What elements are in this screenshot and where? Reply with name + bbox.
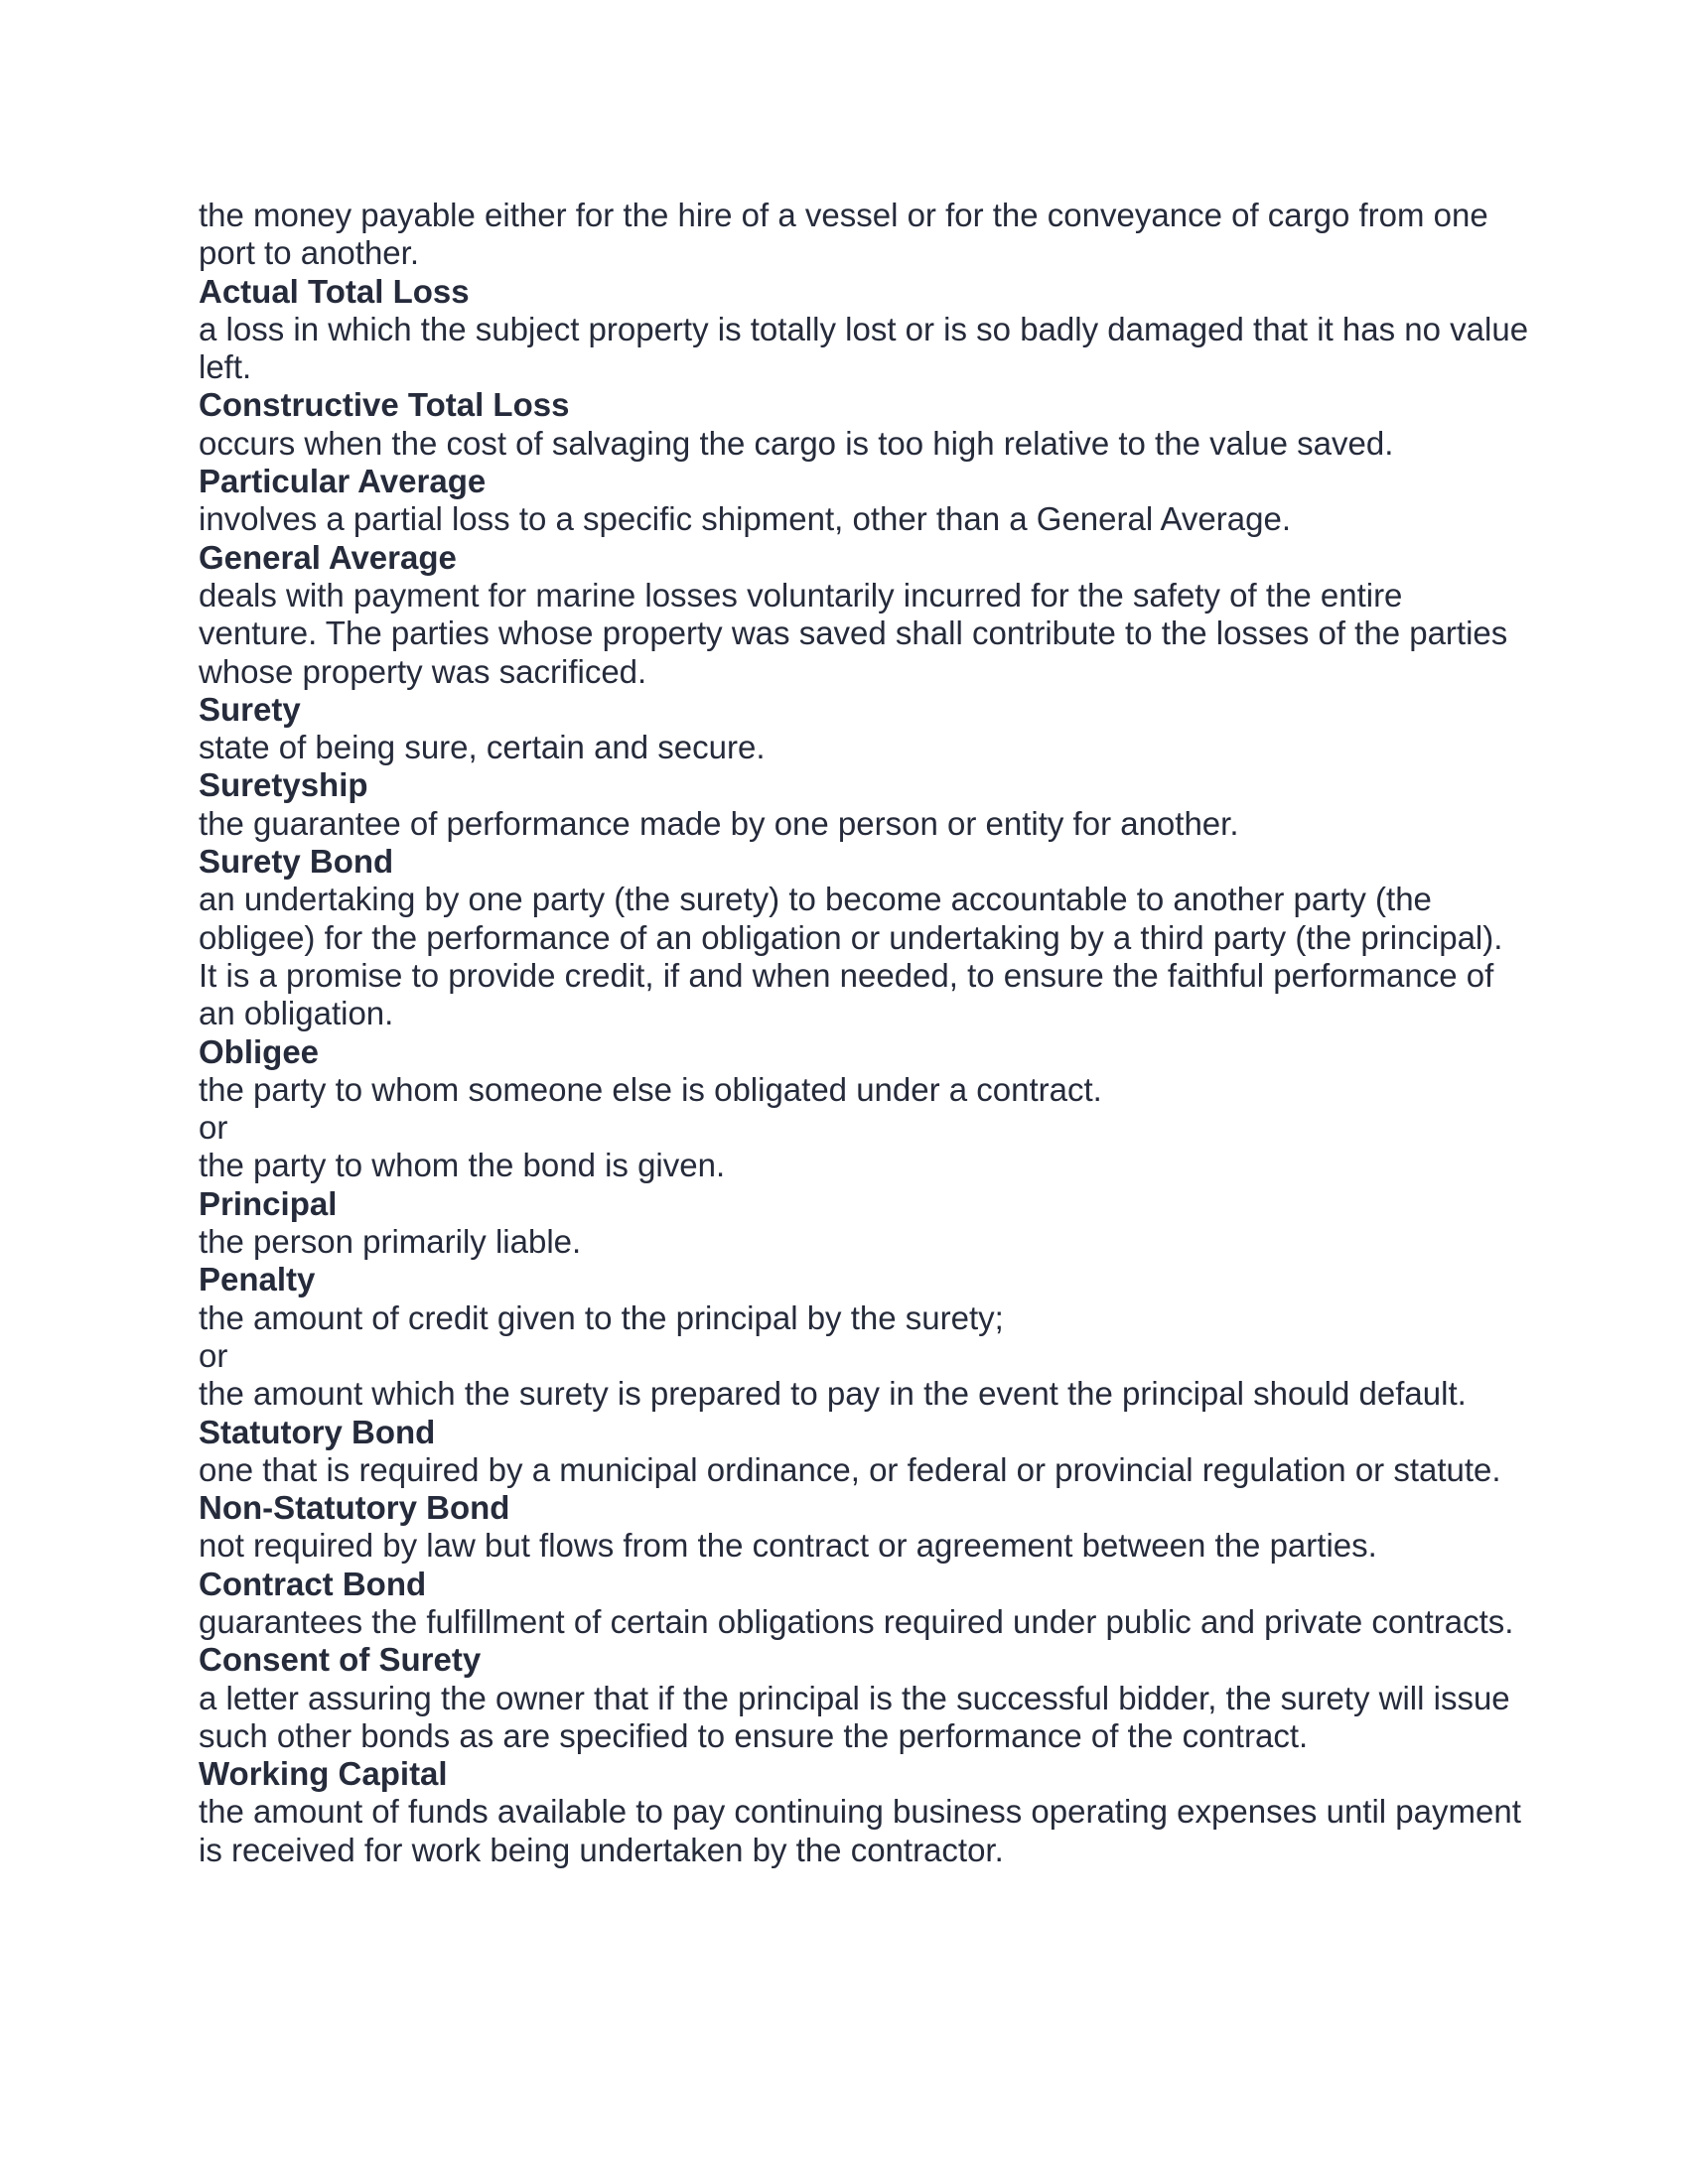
glossary-term: Surety Bond xyxy=(199,843,394,881)
glossary-definition: not required by law but flows from the contract or agreement between the parties. xyxy=(199,1527,1377,1565)
glossary-definition: the party to whom someone else is obligated under a contract. xyxy=(199,1070,1102,1108)
glossary-definition: deals with payment for marine losses voluntarily incurred for the safety of the entire venture. The parties whose property was saved shall contribute to the losses of the parties whose property was sacrificed. xyxy=(199,576,1508,690)
glossary-term: Statutory Bond xyxy=(199,1413,436,1450)
glossary-definition-alternate: the amount which the surety is prepared to pay in the event the principal should default. xyxy=(199,1375,1467,1413)
glossary-definition: occurs when the cost of salvaging the cargo is too high relative to the value saved. xyxy=(199,424,1394,462)
glossary-entry xyxy=(199,1261,1529,1413)
glossary-entry xyxy=(199,273,1529,387)
glossary-page xyxy=(199,197,1529,1869)
alternative-separator: or xyxy=(199,1336,228,1374)
glossary-definition: the person primarily liable. xyxy=(199,1223,582,1261)
glossary-term: Consent of Surety xyxy=(199,1641,482,1679)
glossary-definition: the amount of funds available to pay continuing business operating expenses until payment is received for work being undertaken by the contractor. xyxy=(199,1793,1521,1868)
glossary-term: Non-Statutory Bond xyxy=(199,1489,510,1527)
glossary-term: Obligee xyxy=(199,1032,320,1070)
alternative-separator: or xyxy=(199,1109,228,1147)
glossary-entry xyxy=(199,386,1529,463)
glossary-term: Particular Average xyxy=(199,463,487,500)
glossary-term: Penalty xyxy=(199,1261,316,1298)
glossary-term: Actual Total Loss xyxy=(199,272,470,310)
glossary-entries xyxy=(199,273,1529,1869)
glossary-term: Contract Bond xyxy=(199,1565,427,1602)
glossary-entry xyxy=(199,766,1529,843)
glossary-term: Working Capital xyxy=(199,1755,448,1793)
glossary-entry xyxy=(199,1414,1529,1490)
glossary-entry xyxy=(199,1641,1529,1755)
glossary-entry xyxy=(199,843,1529,1032)
glossary-definition: a loss in which the subject property is totally lost or is so badly damaged that it has no value left. xyxy=(199,310,1529,386)
glossary-entry xyxy=(199,1489,1529,1566)
glossary-definition: one that is required by a municipal ordinance, or federal or provincial regulation or statute. xyxy=(199,1450,1501,1488)
glossary-entry xyxy=(199,1755,1529,1869)
glossary-term: Surety xyxy=(199,690,301,728)
glossary-definition: guarantees the fulfillment of certain obligations required under public and private contracts. xyxy=(199,1602,1514,1640)
glossary-entry xyxy=(199,691,1529,767)
glossary-entry xyxy=(199,463,1529,539)
glossary-term: Principal xyxy=(199,1184,338,1222)
glossary-term: Constructive Total Loss xyxy=(199,386,570,424)
glossary-definition: the amount of credit given to the principal by the surety; xyxy=(199,1298,1004,1336)
glossary-entry xyxy=(199,1033,1529,1185)
glossary-term: General Average xyxy=(199,538,457,576)
glossary-entry xyxy=(199,1566,1529,1642)
glossary-definition: the guarantee of performance made by one person or entity for another. xyxy=(199,804,1239,842)
glossary-definition: a letter assuring the owner that if the principal is the successful bidder, the surety will issue such other bonds as are specified to ensure the performance of the contract. xyxy=(199,1679,1510,1754)
glossary-definition: an undertaking by one party (the surety) to become accountable to another party (the obligee) for the performance of an obligation or undertaking by a third party (the principal). It is a promise to provide credit, if and when needed, to ensure the faithful performance of an obligation. xyxy=(199,881,1503,1032)
glossary-definition: involves a partial loss to a specific shipment, other than a General Average. xyxy=(199,500,1292,538)
glossary-entry xyxy=(199,1185,1529,1262)
glossary-entry xyxy=(199,539,1529,691)
glossary-definition: state of being sure, certain and secure. xyxy=(199,729,766,766)
glossary-term: Suretyship xyxy=(199,766,368,804)
glossary-definition-alternate: the party to whom the bond is given. xyxy=(199,1147,726,1184)
lead-definition: the money payable either for the hire of a vessel or for the conveyance of cargo from one port to another. xyxy=(199,197,1488,272)
